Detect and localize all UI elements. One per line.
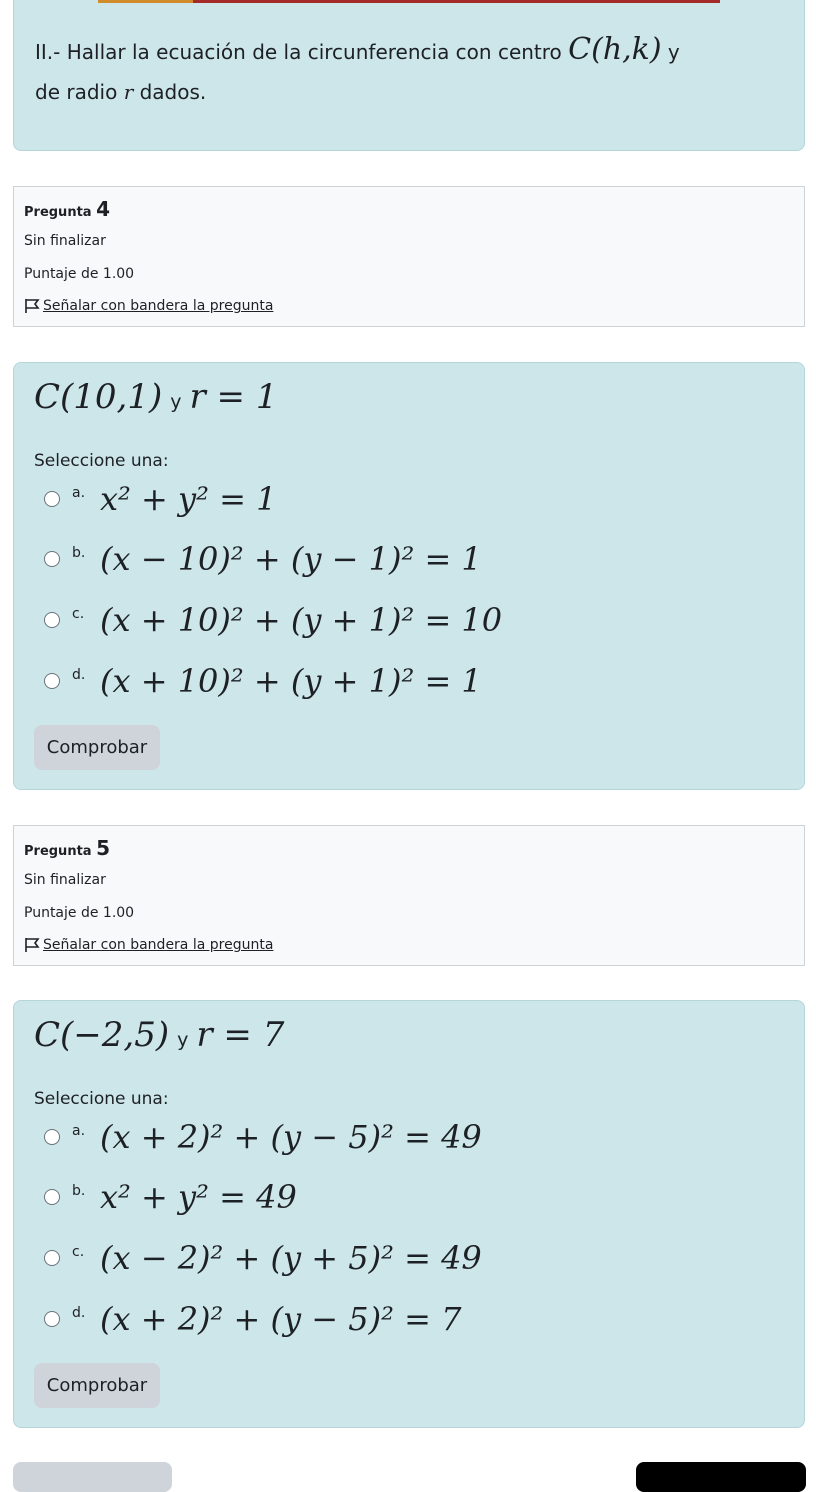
option-b[interactable]: b. (x − 10)² + (y − 1)² = 1 <box>44 539 482 579</box>
option-formula: (x + 2)² + (y − 5)² = 49 <box>100 1118 482 1156</box>
flag-icon <box>24 298 40 314</box>
question-state: Sin finalizar <box>24 872 106 888</box>
previous-page-button[interactable] <box>13 1462 172 1492</box>
option-formula: (x + 10)² + (y + 1)² = 10 <box>100 601 503 639</box>
radio-button[interactable] <box>44 1250 60 1266</box>
flag-question-link[interactable]: Señalar con bandera la pregunta <box>24 937 273 953</box>
radio-button[interactable] <box>44 551 60 567</box>
flag-question-link[interactable]: Señalar con bandera la pregunta <box>24 298 273 314</box>
option-formula: (x − 10)² + (y − 1)² = 1 <box>100 540 482 578</box>
question-number: Pregunta 5 <box>24 836 111 860</box>
option-formula: (x + 2)² + (y − 5)² = 7 <box>100 1300 462 1338</box>
option-d[interactable]: d. (x + 2)² + (y − 5)² = 7 <box>44 1299 461 1339</box>
next-page-button[interactable] <box>636 1462 806 1492</box>
question-number: Pregunta 4 <box>24 197 111 221</box>
flag-icon <box>24 937 40 953</box>
question-text: C(−2,5) y r = 7 <box>34 1015 285 1055</box>
check-button[interactable]: Comprobar <box>34 1363 160 1408</box>
question-text: C(10,1) y r = 1 <box>34 377 278 417</box>
question-4-info <box>13 186 805 327</box>
option-formula: (x + 10)² + (y + 1)² = 1 <box>100 662 482 700</box>
radio-button[interactable] <box>44 1189 60 1205</box>
question-grade: Puntaje de 1.00 <box>24 266 135 282</box>
top-accent-bar <box>98 0 720 3</box>
center-math: C(h,k) <box>568 32 662 67</box>
instructions-box <box>13 0 805 151</box>
question-5-info <box>13 825 805 966</box>
radio-button[interactable] <box>44 1311 60 1327</box>
option-b[interactable]: b. x² + y² = 49 <box>44 1177 297 1217</box>
question-4-content <box>13 362 805 790</box>
radio-button[interactable] <box>44 491 60 507</box>
option-formula: x² + y² = 49 <box>100 1178 297 1216</box>
option-d[interactable]: d. (x + 10)² + (y + 1)² = 1 <box>44 661 482 701</box>
option-c[interactable]: c. (x − 2)² + (y + 5)² = 49 <box>44 1238 482 1278</box>
question-grade: Puntaje de 1.00 <box>24 905 135 921</box>
instructions-text: II.- Hallar la ecuación de la circunferencia con centro C(h,k) y de radio r dados. <box>35 32 680 104</box>
option-a[interactable]: a. x² + y² = 1 <box>44 479 276 519</box>
option-formula: x² + y² = 1 <box>100 480 277 518</box>
radio-button[interactable] <box>44 1129 60 1145</box>
option-a[interactable]: a. (x + 2)² + (y − 5)² = 49 <box>44 1117 482 1157</box>
radius-math: r <box>123 80 134 104</box>
radio-button[interactable] <box>44 612 60 628</box>
question-state: Sin finalizar <box>24 233 106 249</box>
select-prompt: Seleccione una: <box>34 1089 169 1109</box>
select-prompt: Seleccione una: <box>34 451 169 471</box>
question-5-content <box>13 1000 805 1428</box>
check-button[interactable]: Comprobar <box>34 725 160 770</box>
option-formula: (x − 2)² + (y + 5)² = 49 <box>100 1239 482 1277</box>
option-c[interactable]: c. (x + 10)² + (y + 1)² = 10 <box>44 600 502 640</box>
radio-button[interactable] <box>44 673 60 689</box>
